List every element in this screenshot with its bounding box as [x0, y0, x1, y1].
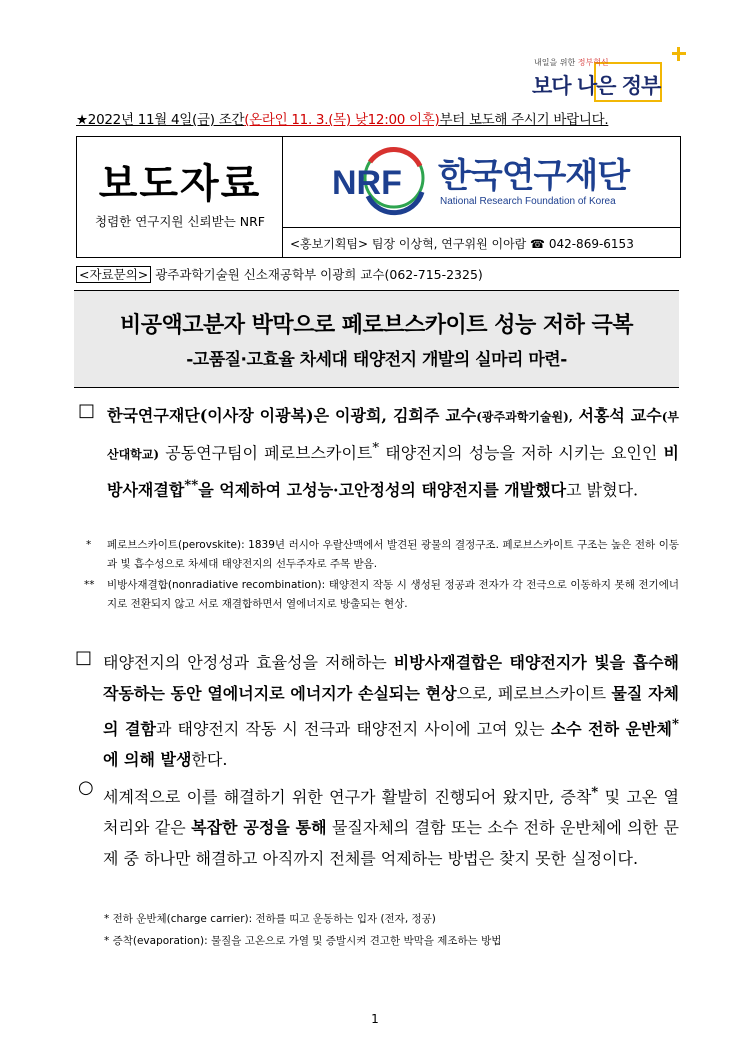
- page-number: 1: [371, 1012, 379, 1026]
- gov-main-slogan: 보다 나은 정부: [532, 74, 661, 98]
- note-3: * 전하 운반체(charge carrier): 전하를 띠고 운동하는 입자 (전자, 정공): [104, 913, 436, 925]
- paragraph-1: 한국연구재단(이사장 이광복)은 이광희, 김희주 교수(광주과학기술원), 서홍석 교수(부산대학교) 공동연구팀이 페로브스카이트* 태양전지의 성능을 저하 시키는 요인인 비방사재결합**을 억제하여 고성능·고안정성의 태양전지를 개발했다고 밝혔다.: [107, 406, 680, 500]
- org-name-ko: 한국연구재단: [438, 156, 630, 196]
- nrf-abbr-text: NRF: [332, 164, 402, 202]
- nrf-logo: [330, 144, 630, 216]
- note-1: 페로브스카이트(perovskite): 1839년 러시아 우랄산맥에서 발견된 광물의 결정구조. 페로브스카이트 구조는 높은 전하 이동과 빛 흡수성으로 차세대 태양전지의 선두주자로 주목 받음.: [107, 539, 679, 570]
- press-release-subtitle: 청렴한 연구지원 신뢰받는 NRF: [95, 214, 265, 229]
- paragraph-3: 세계적으로 이를 해결하기 위한 연구가 활발히 진행되어 왔지만, 증착* 및 고온 열처리와 같은 복잡한 공정을 통해 물질자체의 결함 또는 소수 전하 운반체에 의한 문제 중 하나만 해결하고 아직까지 전체를 억제하는 방법은 찾지 못한 실정이다.: [103, 784, 679, 869]
- title-box: [74, 290, 679, 388]
- circle-bullet-icon: ○: [78, 777, 94, 798]
- note-2: 비방사재결합(nonradiative recombination): 태양전지 작동 시 생성된 정공과 전자가 각 전극으로 이동하지 못해 전기에너지로 전환되지 않고 서로 재결합하면서 열에너지로 방출되는 현상.: [107, 579, 679, 610]
- pr-contact: <홍보기획팀> 팀장 이상혁, 연구위원 이아람 ☎ 042-869-6153: [290, 237, 634, 251]
- paragraph-2: 태양전지의 안정성과 효율성을 저해하는 비방사재결합은 태양전지가 빛을 흡수해 작동하는 동안 열에너지로 에너지가 손실되는 현상으로, 페로브스카이트 물질 자체의 결함과 태양전지 작동 시 전극과 태양전지 사이에 고여 있는 소수 전하 운반체*에 의해 발생한다.: [103, 653, 679, 770]
- note-1-mark: *: [86, 539, 92, 551]
- main-title: 비공액고분자 박막으로 페로브스카이트 성능 저하 극복: [119, 313, 634, 338]
- inquiry-label: <자료문의>: [76, 266, 151, 283]
- square-bullet-icon: □: [75, 647, 93, 668]
- inquiry-line: [76, 265, 483, 283]
- inquiry-text: 광주과학기술원 신소재공학부 이광희 교수(062-715-2325): [151, 267, 483, 282]
- plus-icon-v: [677, 47, 680, 61]
- sub-title: -고품질·고효율 차세대 태양전지 개발의 실마리 마련-: [186, 350, 567, 370]
- org-name-en: National Research Foundation of Korea: [440, 196, 616, 207]
- header-contact-divider: [282, 227, 680, 228]
- press-release-title: 보도자료: [98, 161, 262, 207]
- header-divider: [282, 136, 283, 257]
- embargo-notice: ★2022년 11월 4일(금) 조간(온라인 11. 3.(목) 낮12:00 이후)부터 보도해 주시기 바랍니다.: [76, 112, 609, 128]
- gov-slogan: 내일을 위한 정부혁신: [534, 58, 609, 67]
- note-2-mark: **: [84, 579, 95, 591]
- square-bullet-icon: □: [78, 400, 96, 421]
- note-4: * 증착(evaporation): 물질을 고온으로 가열 및 증발시켜 견고한 박막을 제조하는 방법: [104, 935, 502, 947]
